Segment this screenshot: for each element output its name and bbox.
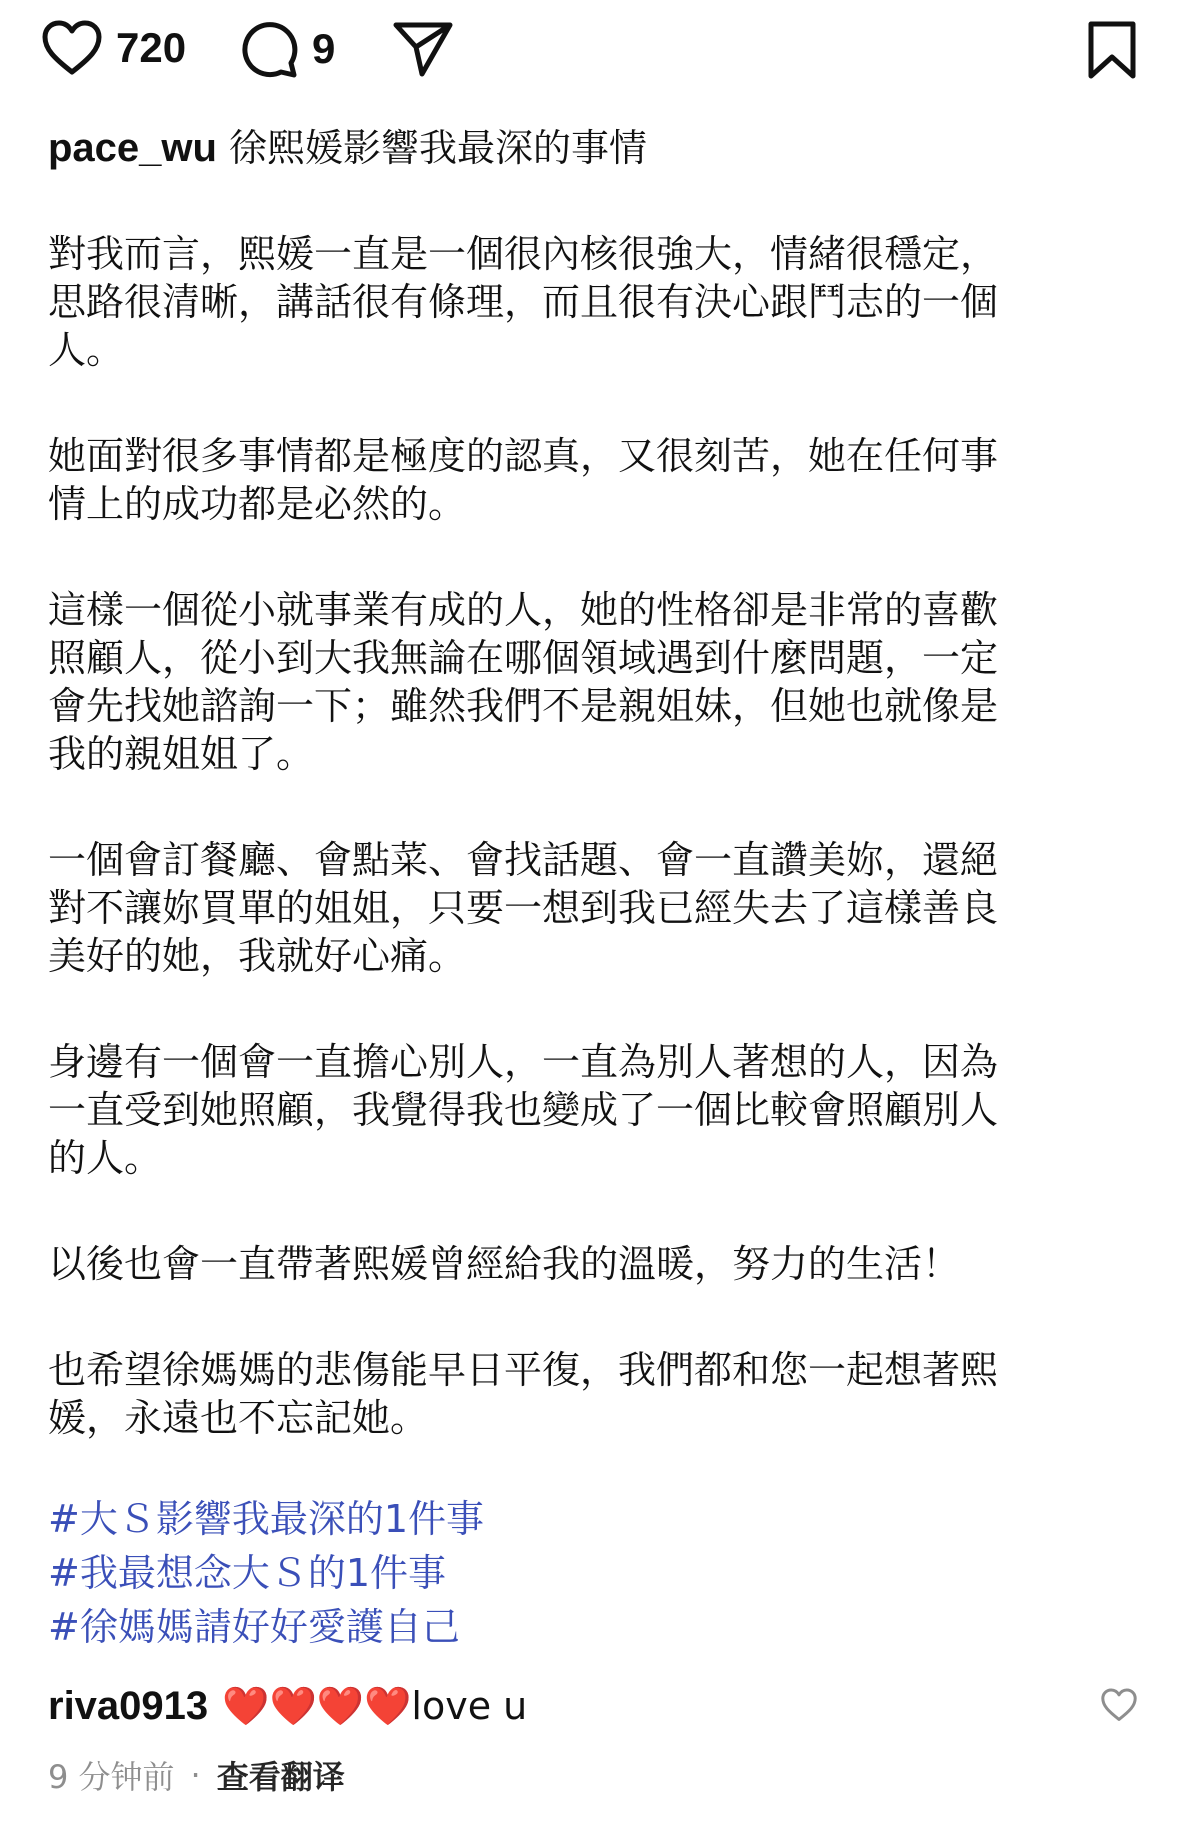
comment-bubble-icon[interactable] bbox=[240, 20, 298, 78]
post-action-bar bbox=[42, 20, 1137, 92]
hashtag-link[interactable]: #我最想念大Ｓ的1件事 bbox=[48, 1551, 447, 1595]
meta-separator: · bbox=[190, 1756, 201, 1794]
save-button[interactable] bbox=[1087, 20, 1137, 80]
caption-paragraph: 以後也會一直帶著熙媛曾經給我的溫暖，努力的生活！ bbox=[48, 1242, 961, 1286]
caption-paragraph: 一個會訂餐廳、會點菜、會找話題、會一直讚美妳，還絕 對不讓妳買單的姐姐，只要一想到我已經失去了這樣善良 美好的她，我就好心痛。 bbox=[48, 838, 999, 978]
caption-paragraph: 對我而言，熙媛一直是一個很內核很強大，情緒很穩定， 思路很清晰，講話很有條理，而且很有決心跟鬥志的一個 人。 bbox=[48, 232, 999, 372]
comment-text: ❤️❤️❤️❤️love u bbox=[222, 1683, 528, 1728]
comment-count[interactable]: 9 bbox=[312, 25, 336, 72]
caption-paragraph: 也希望徐媽媽的悲傷能早日平復，我們都和您一起想著熙 媛，永遠也不忘記她。 bbox=[48, 1348, 999, 1440]
hashtag-list bbox=[48, 1492, 1138, 1654]
caption-heading bbox=[48, 124, 1138, 172]
comment-button[interactable] bbox=[240, 20, 335, 78]
comment-timestamp: 9 分钟前 bbox=[48, 1758, 175, 1796]
caption-paragraph: 身邊有一個會一直擔心別人，一直為別人著想的人，因為 一直受到她照顧，我覺得我也變成了一個比較會照顧別人 的人。 bbox=[48, 1040, 999, 1180]
see-translation-link[interactable]: 查看翻译 bbox=[216, 1758, 345, 1796]
hashtag-link[interactable]: #大Ｓ影響我最深的1件事 bbox=[48, 1497, 485, 1541]
like-button[interactable] bbox=[42, 20, 186, 76]
post-username[interactable]: pace_wu bbox=[48, 126, 217, 170]
paper-plane-icon[interactable] bbox=[392, 20, 454, 78]
caption-paragraph: 這樣一個從小就事業有成的人，她的性格卻是非常的喜歡 照顧人，從小到大我無論在哪個領域遇到什麼問題，一定 會先找她諮詢一下；雖然我們不是親姐妹，但她也就像是 我的親姐姐了。 bbox=[48, 588, 999, 776]
bookmark-icon[interactable] bbox=[1087, 20, 1137, 80]
comment-username[interactable]: riva0913 bbox=[48, 1683, 209, 1728]
heart-icon[interactable] bbox=[42, 20, 102, 76]
caption-paragraph: 她面對很多事情都是極度的認真，又很刻苦，她在任何事 情上的成功都是必然的。 bbox=[48, 434, 999, 526]
comment-like-icon[interactable] bbox=[1101, 1688, 1137, 1722]
caption-title: 徐熙媛影響我最深的事情 bbox=[228, 126, 647, 170]
comment-meta bbox=[48, 1752, 345, 1798]
comment-row bbox=[48, 1678, 1137, 1734]
hashtag-link[interactable]: #徐媽媽請好好愛護自己 bbox=[48, 1605, 460, 1649]
like-count[interactable]: 720 bbox=[116, 24, 187, 71]
post-caption bbox=[48, 124, 1138, 1654]
share-button[interactable] bbox=[392, 20, 454, 78]
